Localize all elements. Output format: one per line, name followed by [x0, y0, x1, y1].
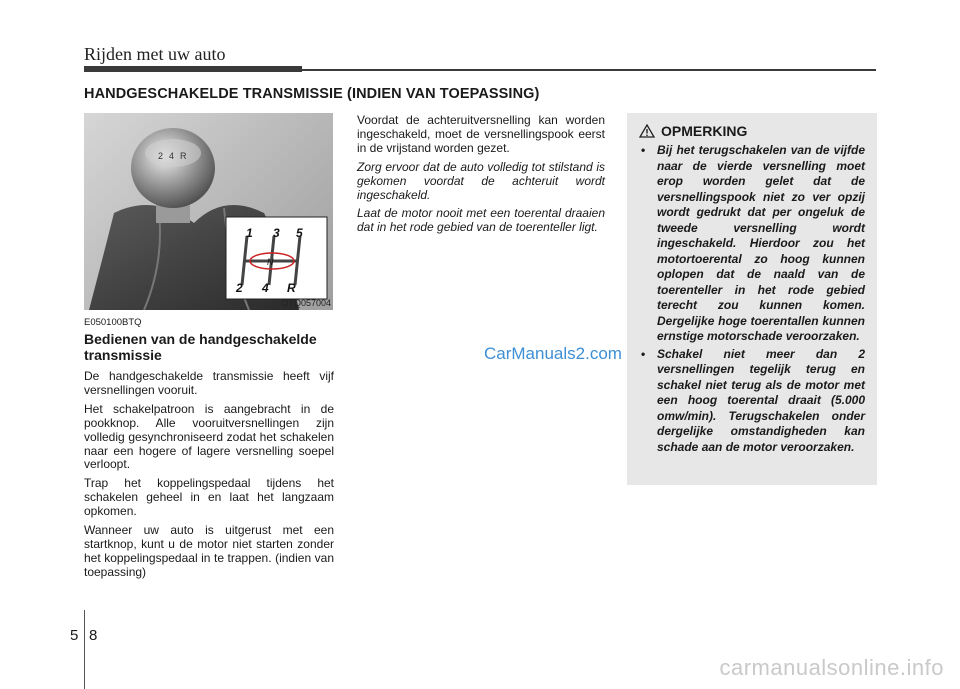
- pattern-label-bottom: 2: [236, 281, 243, 295]
- note-title: OPMERKING: [661, 123, 748, 139]
- paragraph: Voordat de achteruitversnelling kan worden ingeschakeld, moet de versnellingspook eerst in de vrijstand worden gezet.: [357, 113, 605, 155]
- note-list: [637, 143, 865, 455]
- paragraph: Wanneer uw auto is uitgerust met een startknop, kunt u de motor niet starten zonder het koppelingspedaal in te trappen. (indien van toepassing): [84, 523, 334, 579]
- bullet: •: [641, 346, 646, 361]
- paragraph: Trap het koppelingspedaal tijdens het schakelen geheel in en laat het langzaam opkomen.: [84, 476, 334, 519]
- header-title: Rijden met uw auto: [84, 44, 226, 64]
- note-item: [637, 143, 865, 345]
- column-1-text: [84, 370, 334, 585]
- paragraph: De handgeschakelde transmissie heeft vijf versnellingen vooruit.: [84, 369, 334, 397]
- paragraph: Zorg ervoor dat de auto volledig tot stilstand is gekomen voordat de achteruit wordt ingeschakeld.: [357, 159, 605, 202]
- knob-number: 2: [158, 151, 164, 161]
- figure-code: OTQ057004: [281, 298, 331, 308]
- column-2-text: [357, 114, 605, 240]
- warning-icon: [639, 124, 655, 138]
- gear-shift-photo: [84, 113, 333, 310]
- chapter-number: 5: [70, 627, 79, 644]
- doc-code: E050100BTQ: [84, 317, 142, 328]
- pattern-label-top: 1: [246, 226, 253, 240]
- footer-watermark: carmanualsonline.info: [719, 655, 944, 680]
- paragraph: Laat de motor nooit met een toerental draaien dat in het rode gebied van de toerenteller ligt.: [357, 206, 605, 235]
- header-rule-thin: [302, 69, 876, 71]
- note-box: [627, 113, 877, 485]
- pattern-label-top: 5: [296, 226, 303, 240]
- note-header: [639, 123, 865, 139]
- knob-number: R: [180, 151, 187, 161]
- watermark-link[interactable]: CarManuals2.com: [484, 344, 622, 363]
- pattern-label-bottom: 4: [262, 281, 269, 295]
- gear-shift-illustration: [84, 113, 333, 310]
- section-heading: HANDGESCHAKELDE TRANSMISSIE (INDIEN VAN TOEPASSING): [84, 86, 540, 102]
- bullet: •: [641, 143, 646, 157]
- header-rule-thick: [84, 66, 302, 72]
- pattern-label-bottom: R: [287, 281, 296, 295]
- knob-number: 4: [169, 151, 175, 161]
- page-number-divider: [84, 610, 85, 689]
- pattern-label-top: 3: [273, 226, 280, 240]
- note-item-text: Schakel niet meer dan 2 versnellingen tegelijk terug en schakel niet terug als de motor met een hoog toerental draait (5.000 omw/min). Terugschakelen onder dergelijke omstandigheden kan schade aan de motor veroorzaken.: [657, 346, 865, 454]
- paragraph: Het schakelpatroon is aangebracht in de pookknop. Alle vooruitversnellingen zijn volledig gesynchroniseerd zodat het schakelen naar een hogere of lagere versnelling soepel verloopt.: [84, 401, 334, 472]
- page-number: 8: [89, 627, 98, 644]
- note-item: [637, 347, 865, 456]
- note-item-text: Bij het terugschakelen van de vijfde naar de vierde versnelling moet erop worden gelet dat de versnellingspook niet zo ver opzij wordt gedrukt dat per ongeluk de tweede versnelling wordt ingeschakeld. Hierdoor zou het motortoerental zo hoog kunnen oplopen dat de naald van de toerenteller in het rode gebied terecht zou kunnen komen. Dergelijke hoge toerentallen kunnen ernstige motorschade veroorzaken.: [657, 143, 865, 343]
- sub-heading: Bedienen van de handgeschakelde transmissie: [84, 331, 317, 363]
- pattern-label-neutral: N: [267, 257, 274, 267]
